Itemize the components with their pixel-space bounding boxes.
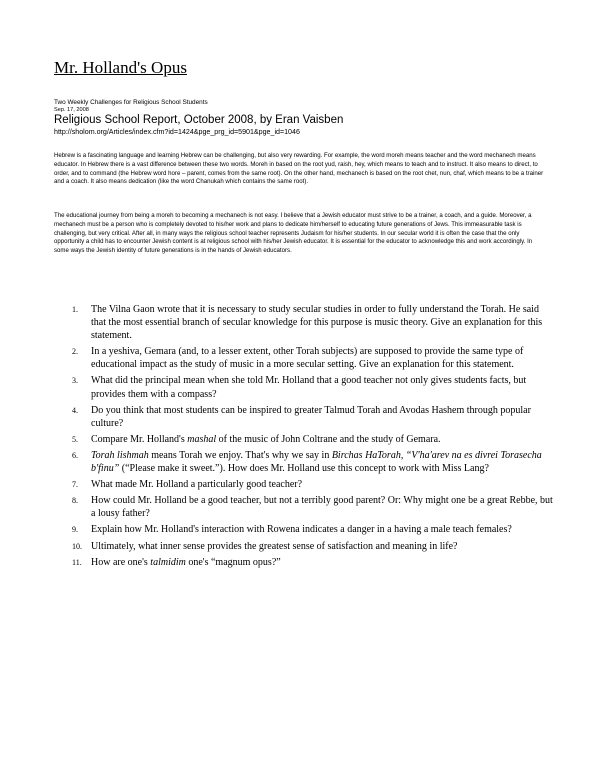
question-italic-text: talmidim [150, 556, 186, 568]
question-text: means Torah we enjoy. That's why we say in [148, 449, 332, 461]
question-item [54, 478, 554, 491]
question-text: What made Mr. Holland a particularly good teacher? [91, 479, 303, 491]
question-italic-text: Birchas HaTorah, “V'ha'arev na es divrei Torasecha b'finu” [91, 449, 542, 475]
question-text: How could Mr. Holland be a good teacher, but not a terribly good parent? Or: Why might one be a great Rebbe, but a lousy father? [91, 495, 553, 520]
question-item [54, 449, 554, 475]
question-list [54, 303, 554, 572]
question-number: 5. [72, 434, 78, 444]
question-number: 4. [72, 405, 78, 415]
question-text: Ultimately, what inner sense provides the greatest sense of satisfaction and meaning in life? [91, 540, 458, 552]
question-item [54, 556, 554, 569]
question-number: 6. [72, 450, 78, 460]
question-number: 7. [72, 480, 78, 490]
question-number: 10. [72, 541, 82, 551]
question-italic-text: mashal [187, 433, 217, 445]
question-text: one's “magnum opus?” [185, 556, 281, 568]
question-item [54, 404, 554, 430]
date: Sep. 17, 2008 [54, 107, 89, 113]
intro-paragraph-1: Hebrew is a fascinating language and learning Hebrew can be challenging, but also very rewarding. For example, the word moreh means teacher and the word mechanech means educator. In Hebrew there is a vast difference between these two words. Moreh in based on the root yud, raish, hey, which means to teach and to instruct. It also means to direct, to order, and to command (the Hebrew word hore – parent, comes from the same root). On the other hand, mechanech is based on the root chet, nun, chaf, which means to be a trainer and a coach. It also means dedication (like the word Chanukah which contains the same root). [54, 152, 544, 186]
question-item [54, 303, 554, 342]
question-text: The Vilna Gaon wrote that it is necessary to study secular studies in order to fully understand the Torah. He said that the most essential branch of secular knowledge for this purpose is music theory. Give an explanation for this statement. [91, 304, 543, 342]
source-url: http://sholom.org/Articles/index.cfm?id=1424&pge_prg_id=5901&pge_id=1046 [54, 128, 300, 136]
question-text: Do you think that most students can be inspired to greater Talmud Torah and Avodas Hashem through popular culture? [91, 404, 531, 429]
question-text: In a yeshiva, Gemara (and, to a lesser extent, other Torah subjects) are supposed to provide the same type of educational impact as the study of music in a more secular setting. Give an explanation for this statement. [91, 346, 524, 371]
question-item [54, 494, 554, 520]
question-text: How are one's [91, 556, 151, 568]
question-item [54, 345, 554, 371]
question-number: 9. [72, 525, 78, 535]
question-text: What did the principal mean when she told Mr. Holland that a good teacher not only gives students facts, but provides them with a compass? [91, 375, 527, 400]
question-text: Compare Mr. Holland's [91, 433, 188, 445]
question-number: 1. [72, 305, 78, 314]
page-title: Mr. Holland's Opus [54, 58, 187, 77]
question-number: 11. [72, 557, 82, 567]
question-text: of the music of John Coltrane and the study of Gemara. [216, 433, 441, 445]
question-item [54, 433, 554, 446]
subtitle: Two Weekly Challenges for Religious School Students [54, 99, 208, 106]
question-italic-text: Torah lishmah [91, 449, 149, 461]
question-item [54, 540, 554, 553]
report-title: Religious School Report, October 2008, by Eran Vaisben [54, 114, 344, 126]
question-number: 8. [72, 496, 78, 506]
question-text: Explain how Mr. Holland's interaction with Rowena indicates a danger in a having a male teach females? [91, 524, 512, 536]
question-item [54, 523, 554, 536]
question-text: (“Please make it sweet.”). How does Mr. Holland use this concept to work with Miss Lang? [119, 463, 489, 475]
intro-paragraph-2: The educational journey from being a moreh to becoming a mechanech is not easy. I believe that a Jewish educator must strive to be a trainer, a coach, and a guide. Moreover, a mechanech must be a person who is completely devoted to his/her work and plans to dedicate him/herself to educating future generations of Jews. This immeasurable task is challenging, but very critical. After all, in many ways the religious school teacher represents Judaism for his/her students. In our secular world it is often the case that the only opportunity a child has to encounter Jewish content is at religious school with his/her Jewish educator. It is essential for the educator to acknowledge this and work accordingly. In some ways the Jewish identity of future generations is in the hands of Jewish educators. [54, 212, 533, 255]
question-number: 2. [72, 347, 78, 357]
question-item [54, 374, 554, 400]
question-number: 3. [72, 376, 78, 386]
